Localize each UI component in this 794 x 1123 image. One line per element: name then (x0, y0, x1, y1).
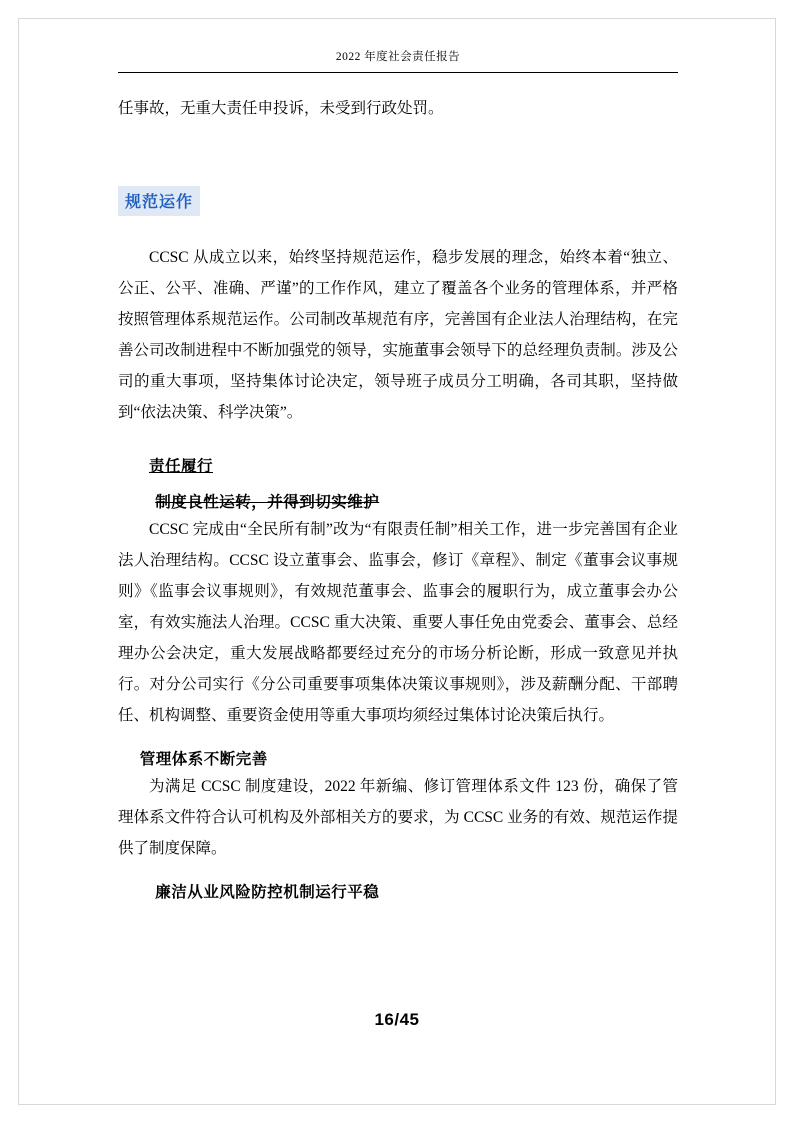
page-content (118, 48, 678, 904)
item-heading-system-operation: 制度良性运转，并得到切实维护 (155, 494, 380, 511)
item-paragraph-system-operation: CCSC 完成由“全民所有制”改为“有限责任制”相关工作，进一步完善国有企业法人治理结构。CCSC 设立董事会、监事会，修订《章程》、制定《董事会议事规则》《监事会议事规则》，有效规范董事会、监事会的履职行为，成立董事会办公室，有效实施法人治理。CCSC 重大决策、重要人事任免由党委会、董事会、总经理办公会决定，重大发展战略都要经过充分的市场分析论断，形成一致意见并执行。对分公司实行《分公司重要事项集体决策议事规则》，涉及薪酬分配、干部聘任、机构调整、重要资金使用等重大事项均须经过集体讨论决策后执行。 (118, 521, 678, 724)
intro-paragraph: CCSC 从成立以来，始终坚持规范运作，稳步发展的理念，始终本着“独立、公正、公平、准确、严谨”的工作作风，建立了覆盖各个业务的管理体系，并严格按照管理体系规范运作。公司制改革规范有序，完善国有企业法人治理结构，在完善公司改制进程中不断加强党的领导，实施董事会领导下的总经理负责制。涉及公司的重大事项，坚持集体讨论决定，领导班子成员分工明确，各司其职，坚持做到“依法决策、科学决策”。 (118, 249, 678, 421)
page-number: 16/45 (374, 1010, 420, 1029)
item-heading-integrity-risk: 廉洁从业风险防控机制运行平稳 (155, 884, 380, 901)
item-paragraph-management-system: 为满足 CCSC 制度建设，2022 年新编、修订管理体系文件 123 份，确保了管理体系文件符合认可机构及外部相关方的要求，为 CCSC 业务的有效、规范运作提供了制度保障。 (118, 778, 678, 857)
section-heading-wrapper (118, 186, 678, 216)
sub-heading-responsibility: 责任履行 (149, 458, 214, 475)
section-heading: 规范运作 (118, 186, 200, 216)
page-header: 2022 年度社会责任报告 (335, 51, 461, 63)
continued-paragraph: 任事故，无重大责任申投诉，未受到行政处罚。 (118, 100, 444, 117)
item-heading-management-system: 管理体系不断完善 (139, 751, 268, 768)
header-divider (118, 72, 678, 73)
